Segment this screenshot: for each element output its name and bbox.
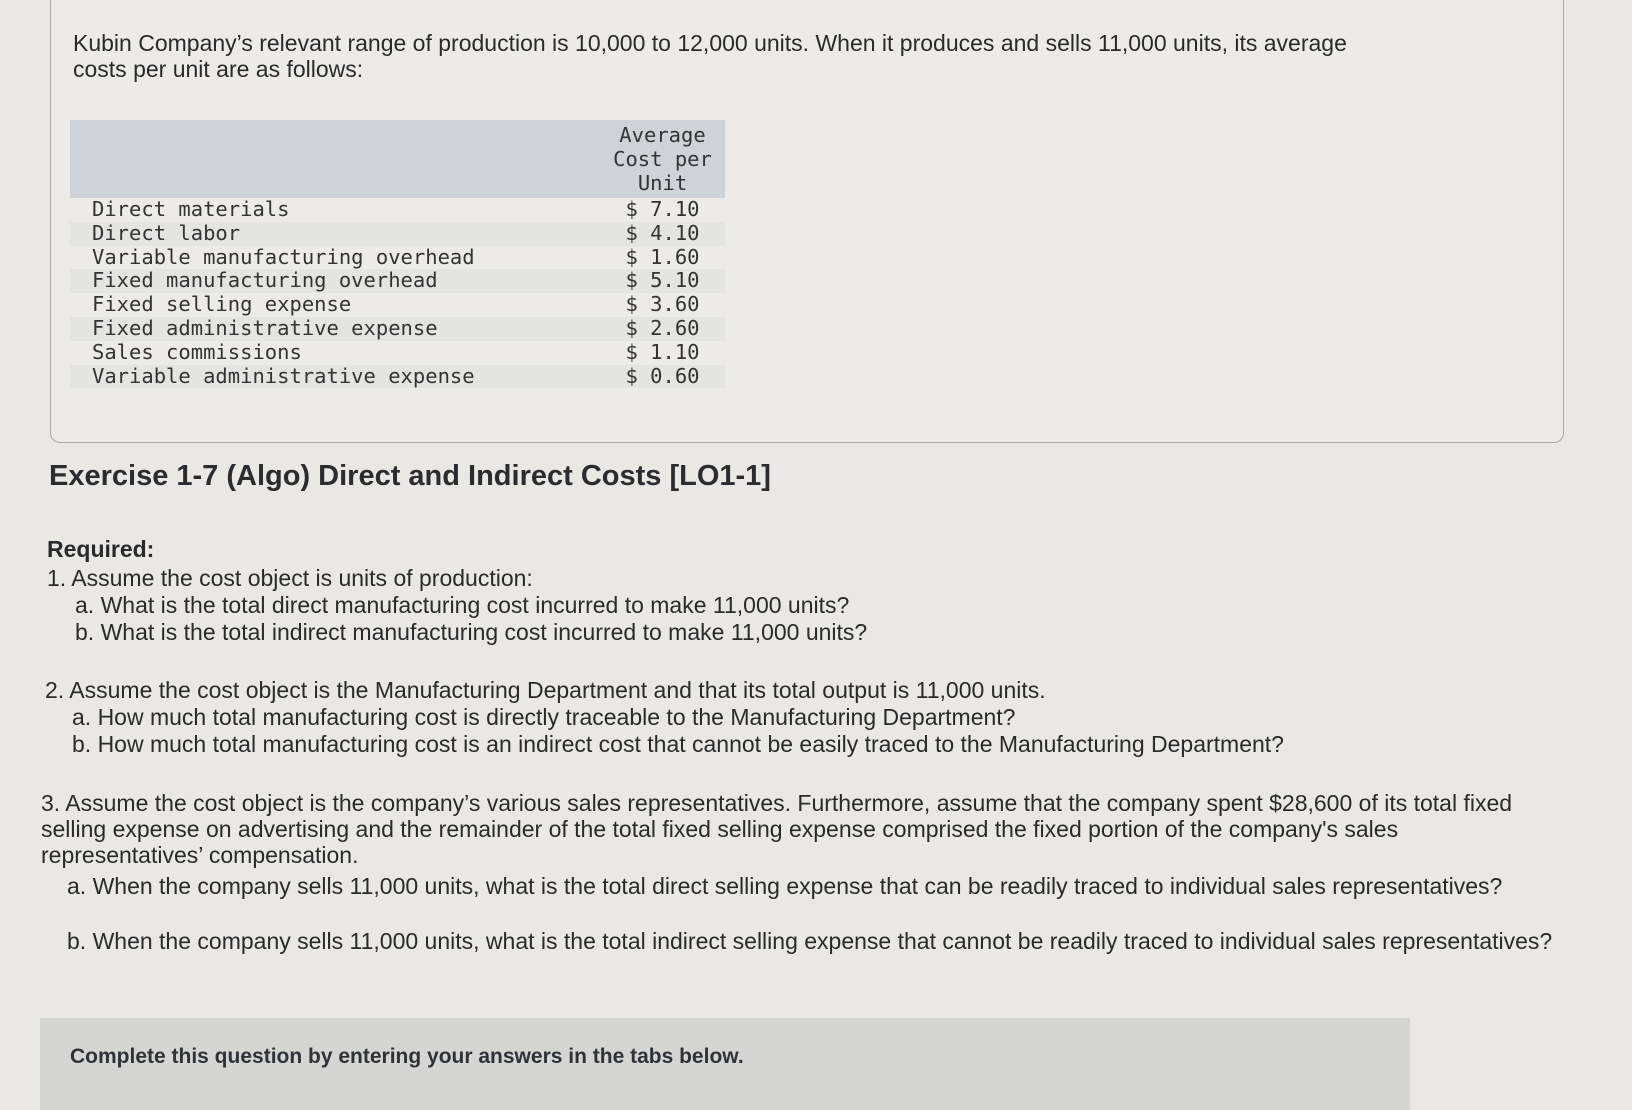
question-3b: b. When the company sells 11,000 units, what is the total indirect selling expense that cannot be readily traced to individual sales representatives? (67, 928, 1553, 954)
cost-item-value: $ 0.60 (625, 363, 700, 388)
cost-table-body (70, 198, 725, 388)
question-2a: a. How much total manufacturing cost is directly traceable to the Manufacturing Department? (72, 704, 1016, 730)
cost-item-label: Fixed administrative expense (92, 315, 438, 340)
column-header-average-cost: Average Cost per Unit (613, 123, 712, 195)
complete-notice-box (40, 1018, 1410, 1110)
cost-item-value: $ 1.60 (625, 244, 700, 269)
cost-table-header (70, 120, 725, 198)
question-3a: a. When the company sells 11,000 units, what is the total direct selling expense that can be readily traced to individual sales representatives? (67, 873, 1503, 899)
required-label: Required: (47, 536, 155, 562)
table-row (70, 198, 725, 222)
cost-table (70, 120, 725, 388)
question-2b: b. How much total manufacturing cost is an indirect cost that cannot be easily traced to the Manufacturing Department? (72, 731, 1284, 757)
cost-item-value: $ 1.10 (625, 339, 700, 364)
cost-item-label: Direct materials (92, 197, 290, 221)
exercise-title: Exercise 1-7 (Algo) Direct and Indirect Costs [LO1-1] (49, 460, 771, 492)
cost-item-value: $ 7.10 (625, 197, 700, 221)
table-row (70, 222, 725, 246)
cost-item-label: Variable manufacturing overhead (92, 244, 475, 269)
cost-item-label: Sales commissions (92, 339, 302, 364)
question-1a: a. What is the total direct manufacturing cost incurred to make 11,000 units? (75, 592, 850, 618)
cost-item-label: Fixed selling expense (92, 292, 352, 317)
cost-item-label: Direct labor (92, 220, 241, 245)
cost-item-value: $ 2.60 (625, 315, 700, 340)
cost-item-value: $ 5.10 (625, 268, 700, 293)
table-row (70, 269, 725, 293)
question-3: 3. Assume the cost object is the company’s various sales representatives. Furthermore, assume that the company spent $28,600 of its total fixed selling expense on advertising and the remainder of the total fixed selling expense comprised the fixed portion of the company's sales representatives’ compensation. (41, 790, 1513, 868)
question-1: 1. Assume the cost object is units of production: (47, 565, 533, 591)
cost-item-value: $ 4.10 (625, 220, 700, 245)
table-row (70, 341, 725, 365)
complete-notice: Complete this question by entering your answers in the tabs below. (70, 1045, 744, 1068)
cost-item-value: $ 3.60 (625, 292, 700, 317)
table-row (70, 317, 725, 341)
question-1b: b. What is the total indirect manufacturing cost incurred to make 11,000 units? (75, 619, 868, 645)
table-row (70, 293, 725, 317)
table-row (70, 246, 725, 270)
intro-text: Kubin Company’s relevant range of production is 10,000 to 12,000 units. When it produces and sells 11,000 units, its average costs per unit are as follows: (73, 30, 1347, 82)
question-2: 2. Assume the cost object is the Manufacturing Department and that its total output is 11,000 units. (45, 677, 1046, 703)
table-row (70, 365, 725, 389)
cost-item-label: Fixed manufacturing overhead (92, 268, 438, 293)
cost-item-label: Variable administrative expense (92, 363, 475, 388)
